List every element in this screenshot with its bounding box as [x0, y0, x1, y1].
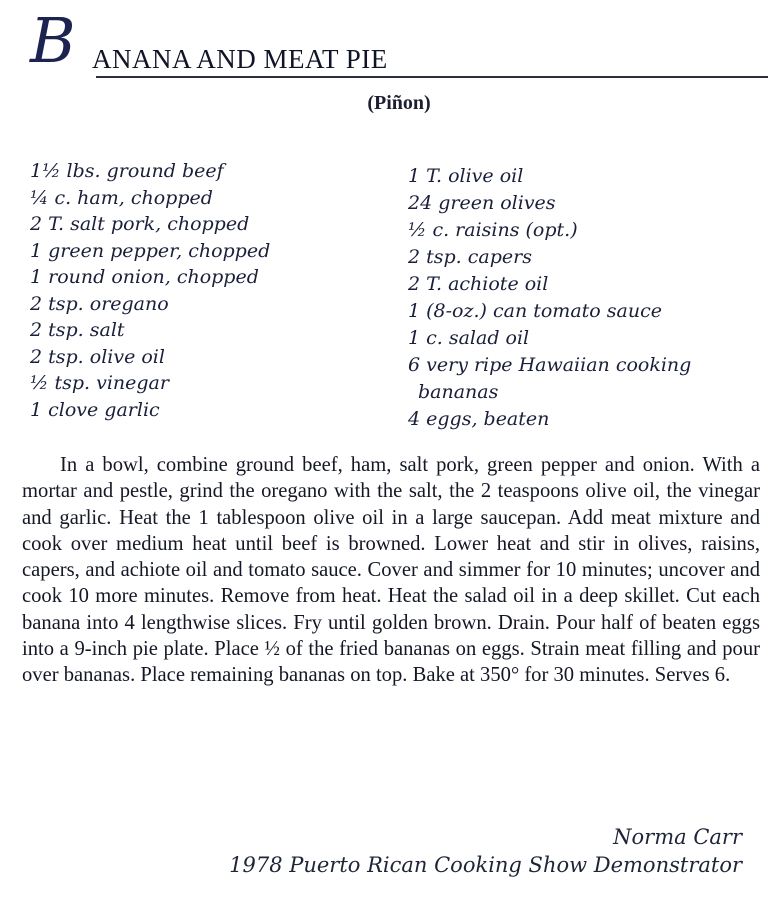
title-text: ANANA AND MEAT PIE — [92, 44, 388, 74]
recipe-instructions: In a bowl, combine ground beef, ham, salt pork, green pepper and onion. With a mortar and pestle, grind the oregano with the salt, the 2 teaspoons olive oil, the vinegar and garlic. Heat the 1 tablespoon olive oil in a large saucepan. Add meat mixture and cook over medium heat until beef is browned. Lower heat and stir in olives, raisins, capers, and achiote oil and tomato sauce. Cover and simmer for 10 minutes; uncover and cook 10 more minutes. Remove from heat. Heat the salad oil in a deep skillet. Cut each banana into 4 lengthwise slices. Fry until golden brown. Drain. Pour half of beaten eggs into a 9-inch pie plate. Place ½ of the fried bananas on eggs. Strain meat filling and pour over bananas. Place remaining bananas on top. Bake at 350° for 30 minutes. Serves 6. — [22, 454, 760, 687]
ingredient-item: 1 green pepper, chopped — [30, 239, 271, 262]
ingredient-item: 2 tsp. salt — [30, 319, 125, 341]
ingredient-item: 1 T. olive oil — [408, 165, 524, 187]
ingredient-item: 2 tsp. oregano — [30, 292, 169, 315]
title-initial: B — [30, 4, 76, 77]
ingredient-item: 2 tsp. olive oil — [30, 345, 165, 368]
ingredients-left-column — [30, 158, 270, 423]
ingredient-item: 2 tsp. capers — [408, 246, 532, 268]
recipe-attribution — [229, 825, 742, 877]
title-underline — [96, 76, 768, 78]
ingredients-right-column — [408, 163, 691, 433]
ingredient-item: 1½ lbs. ground beef — [30, 160, 224, 182]
contributor-name: Norma Carr — [613, 825, 742, 849]
ingredient-item: ¼ c. ham, chopped — [30, 186, 213, 209]
ingredient-item: 6 very ripe Hawaiian cooking — [408, 354, 692, 376]
ingredient-item-continuation: bananas — [418, 381, 499, 403]
recipe-title — [30, 4, 768, 84]
contributor-role: 1978 Puerto Rican Cooking Show Demonstrator — [229, 853, 742, 877]
recipe-subtitle: (Piñon) — [367, 92, 431, 114]
ingredient-item: 2 T. achiote oil — [408, 273, 549, 295]
ingredient-item: 2 T. salt pork, chopped — [30, 213, 250, 235]
ingredient-item: ½ c. raisins (opt.) — [408, 219, 578, 241]
ingredient-item: 1 clove garlic — [30, 398, 160, 421]
ingredient-item: 1 c. salad oil — [408, 327, 530, 349]
ingredient-item: 1 round onion, chopped — [30, 266, 259, 288]
ingredient-item: 4 eggs, beaten — [408, 408, 550, 430]
ingredient-item: 24 green olives — [408, 192, 556, 214]
ingredient-item: 1 (8-oz.) can tomato sauce — [408, 300, 662, 322]
ingredient-item: ½ tsp. vinegar — [30, 372, 169, 394]
